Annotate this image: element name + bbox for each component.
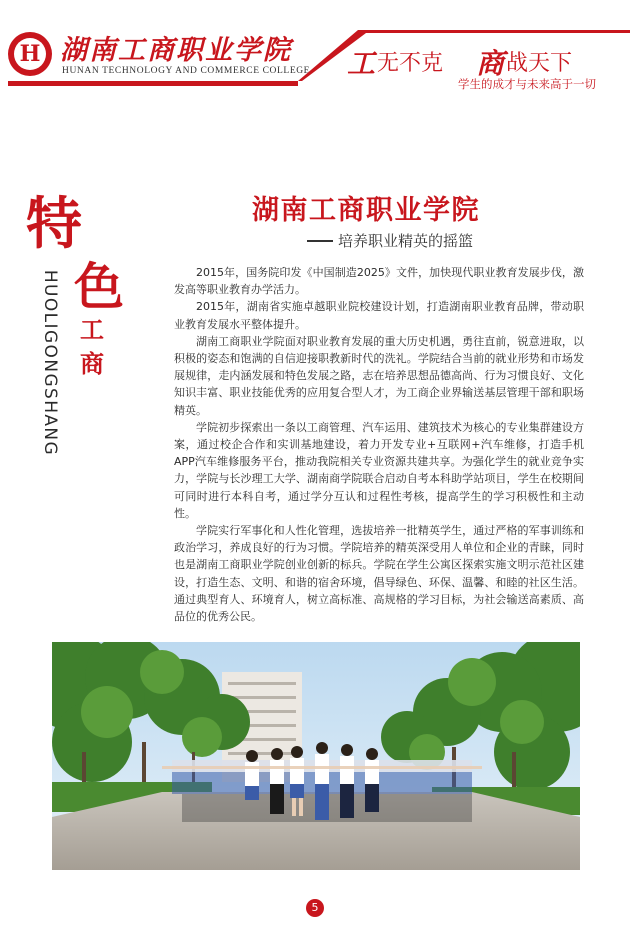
article-paragraph: 2015年，湖南省实施卓越职业院校建设计划，打造湖南职业教育品牌，带动职业教育发展水平整体提升。: [174, 300, 584, 331]
side-pinyin-container: [36, 266, 58, 462]
side-char-se: 色: [74, 257, 124, 316]
campus-group-photo: [52, 642, 580, 870]
header-tagline: 学生的成才与未来高于一切: [458, 77, 596, 91]
side-char-gong: 工: [80, 315, 104, 344]
page-number: 5: [306, 899, 324, 917]
side-pinyin: HUOLIGONGSHANG: [40, 269, 60, 457]
article-subtitle: 培养职业精英的摇篮: [338, 232, 474, 250]
motto-gong: [347, 42, 443, 82]
article-paragraph: 2015年，国务院印发《中国制造2025》文件，加快现代职业教育发展步伐，激发高等职业教育办学活力。: [174, 266, 584, 297]
motto-gong-text: 无不克: [377, 51, 444, 76]
school-name-chinese: 湖南工商职业学院: [60, 35, 292, 66]
header-top-line: [366, 30, 630, 33]
photo-illustration: [52, 642, 580, 870]
logo-letter: H: [14, 38, 46, 70]
motto-shang-glyph: 商: [476, 47, 505, 80]
article-paragraph: 学院初步探索出一条以工商管理、汽车运用、建筑技术为核心的专业集群建设方案，通过校企合作和实训基地建设，着力开发专业+互联网+汽车维修，打造手机APP汽车维修服务平台，推动我院相关专业资源共建共享。为强化学生的就业竞争实力，学院与长沙理工大学、湖南商学院联合启动自考本科助学站项目，学生在校期间可同时进行本科自考，通过学分互认和过程性考核，提高学生的学习积极性和主动性。: [174, 420, 584, 520]
article-body: [174, 264, 584, 625]
side-char-te: 特: [26, 191, 82, 257]
header-red-bar: [8, 81, 298, 86]
article-title: 湖南工商职业学院: [252, 195, 480, 226]
side-char-shang: 商: [80, 349, 104, 378]
college-logo: [8, 32, 52, 76]
article-paragraph: 学院实行军事化和人性化管理，选拔培养一批精英学生，通过严格的军事训练和政治学习，养成良好的行为习惯。学院培养的精英深受用人单位和企业的青睐，同时也是湖南工商职业学院创业创新的标兵。学院在学生公寓区探索实施文明示范社区建设，打造生态、文明、和谐的宿舍环境，倡导绿色、环保、温馨、和睦的社区生活。通过典型育人、环境育人，树立高标准、高规格的学习目标，为社会输送高素质、高品位的优秀公民。: [174, 524, 584, 624]
motto-gong-glyph: 工: [347, 47, 376, 80]
school-name-english: HUNAN TECHNOLOGY AND COMMERCE COLLEGE: [62, 66, 311, 76]
subtitle-dash: [307, 240, 333, 242]
motto-shang-text: 战天下: [506, 51, 573, 76]
article-paragraph: 湖南工商职业学院面对职业教育发展的重大历史机遇，勇往直前，锐意进取，以积极的姿态和饱满的自信迎接职教新时代的洗礼。学院结合当前的就业形势和市场发展规律，走内涵发展和特色发展之路，志在培养思想品德高尚、行为习惯良好、文化知识丰富、职业技能优秀的应用复合型人才，为工商企业界输送基层管理干部和职场精英。: [174, 334, 584, 417]
